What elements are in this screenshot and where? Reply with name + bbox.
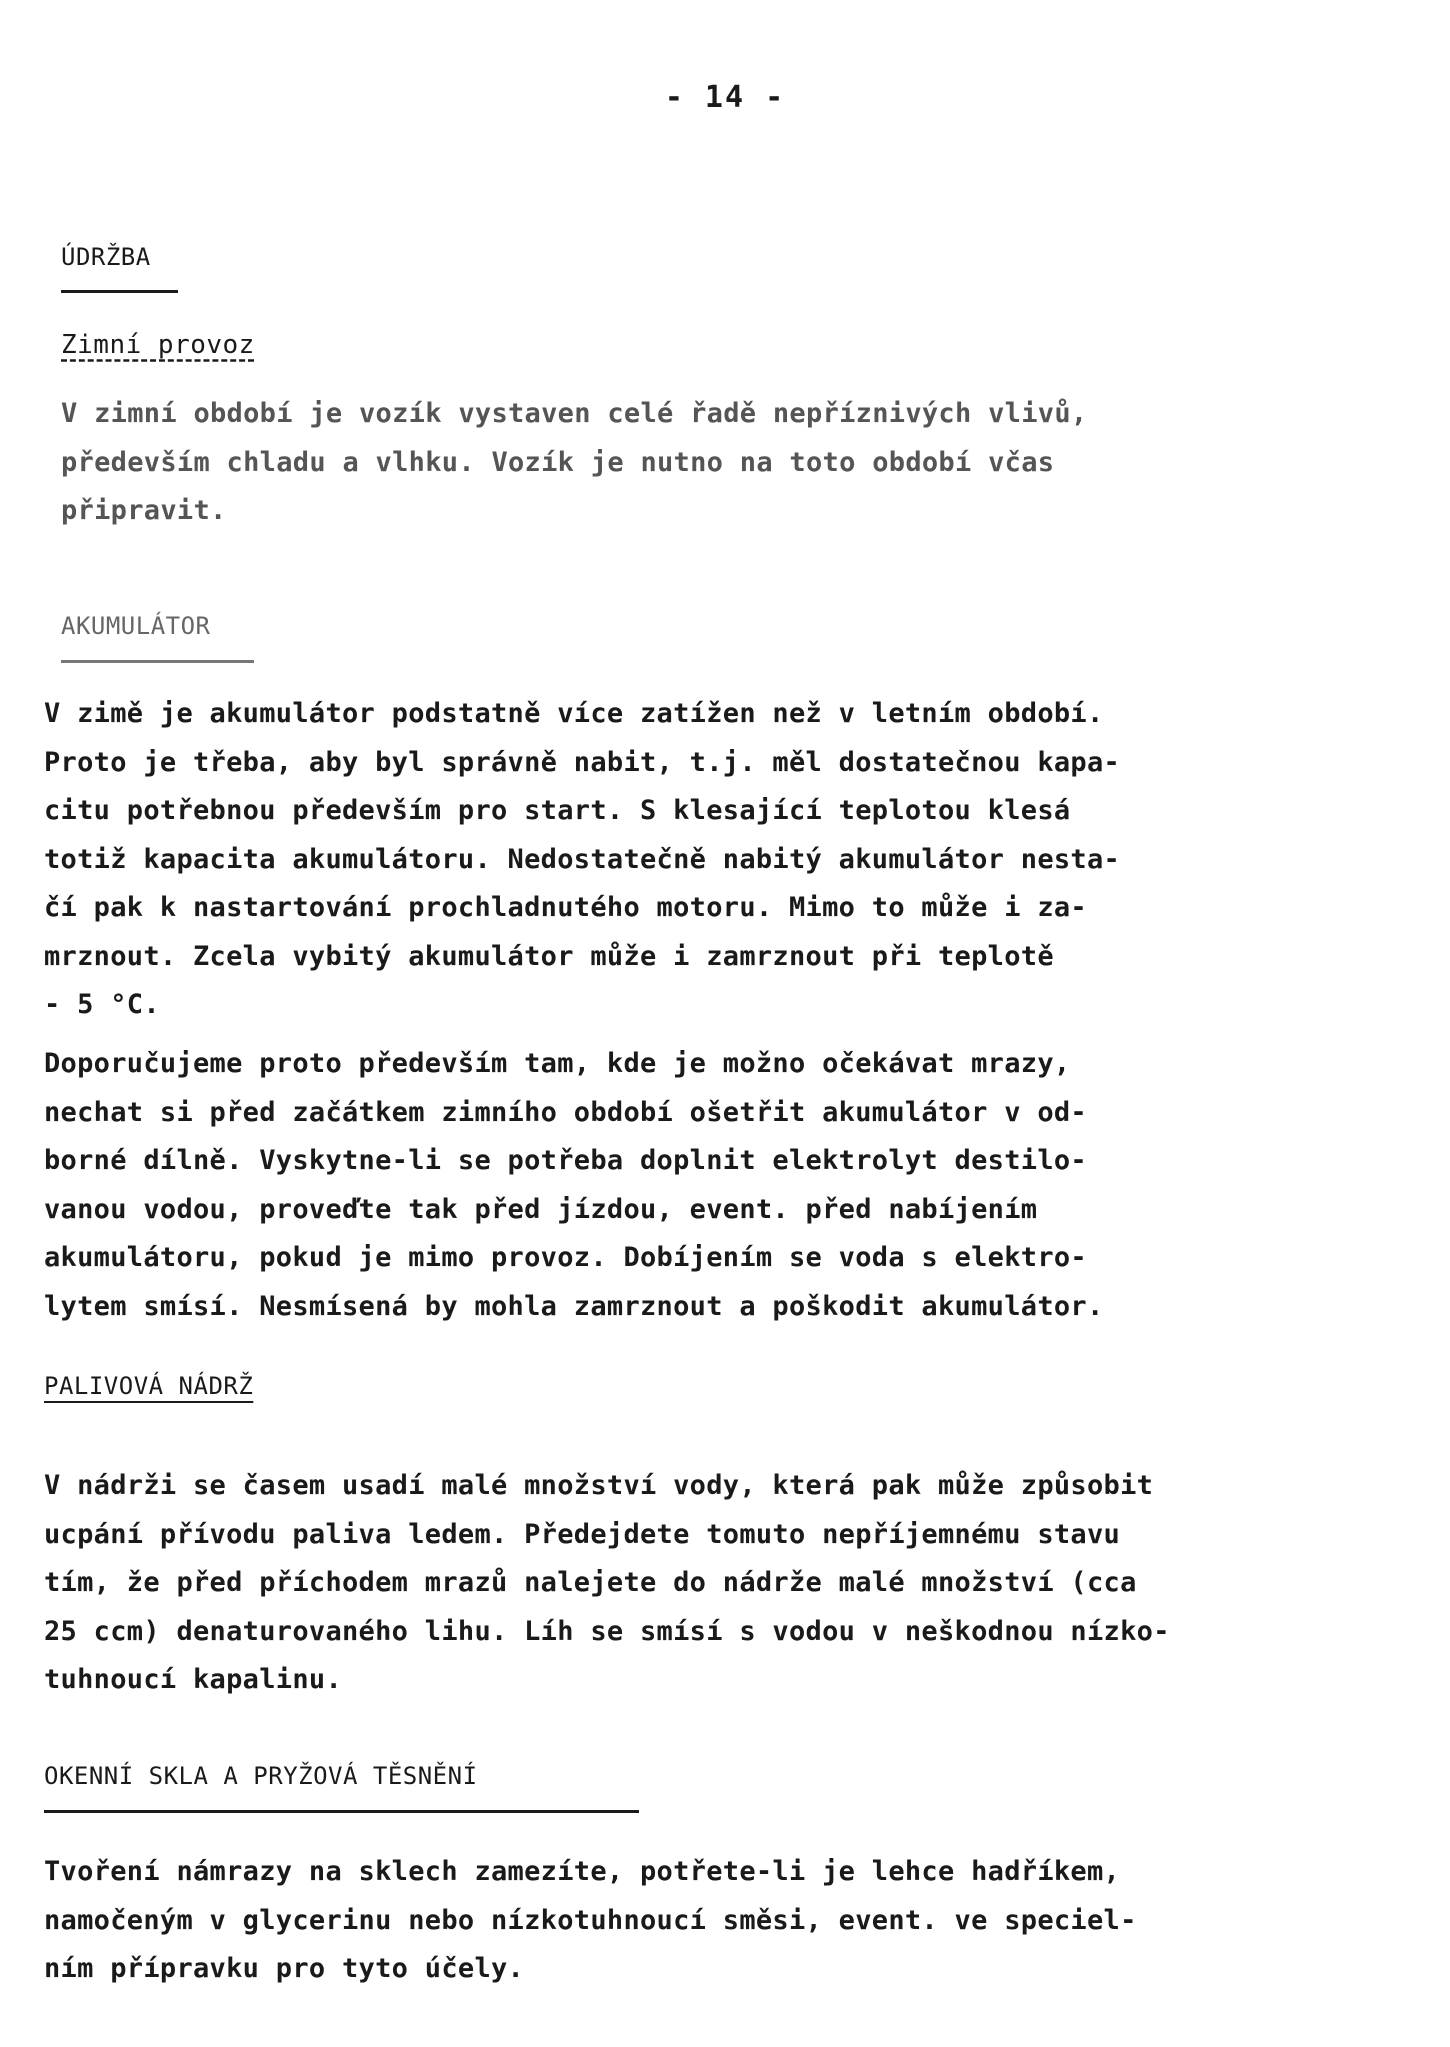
paragraph-akumulator-2 (44, 1040, 1104, 1331)
text-line: vanou vodou, proveďte tak před jízdou, event. před nabíjením (44, 1193, 1038, 1225)
paragraph-akumulator-1 (44, 690, 1120, 1030)
paragraph-palivova-nadrz (44, 1462, 1170, 1705)
paragraph-zimni-provoz (61, 390, 1087, 536)
text-line: lytem smísí. Nesmísená by mohla zamrznout a poškodit akumulátor. (44, 1290, 1104, 1322)
subsection-title-zimni-provoz: Zimní provoz (61, 330, 255, 360)
title-underline (61, 290, 178, 293)
paragraph-okenni-skla (44, 1848, 1137, 1994)
text-line: tuhnoucí kapalinu. (44, 1664, 342, 1695)
text-line: tím, že před příchodem mrazů nalejete do nádrže malé množství (cca (44, 1567, 1137, 1598)
text-line: namočeným v glycerinu nebo nízkotuhnoucí směsi, event. ve speciel- (44, 1904, 1137, 1936)
page-number: - 14 - (664, 80, 786, 115)
text-line: ním přípravku pro tyto účely. (44, 1953, 525, 1984)
text-line: především chladu a vlhku. Vozík je nutno na toto období včas (61, 446, 1055, 478)
text-line: akumulátoru, pokud je mimo provoz. Dobíjením se voda s elektro- (44, 1242, 1087, 1273)
text-line: totiž kapacita akumulátoru. Nedostatečně nabitý akumulátor nesta- (44, 843, 1121, 875)
section-title-akumulator: AKUMULÁTOR (61, 612, 211, 640)
text-line: čí pak k nastartování prochladnutého motoru. Mimo to může i za- (44, 892, 1087, 923)
section-title-udrzba: ÚDRŽBA (61, 243, 151, 271)
text-line: - 5 °C. (44, 989, 160, 1020)
text-line: V nádrži se časem usadí malé množství vody, která pak může způsobit (44, 1470, 1154, 1501)
text-line: mrznout. Zcela vybitý akumulátor může i zamrznout při teplotě (44, 940, 1054, 972)
text-line: 25 ccm) denaturovaného lihu. Líh se smísí s vodou v neškodnou nízko- (44, 1615, 1170, 1647)
section-title-okenni-skla: OKENNÍ SKLA A PRYŽOVÁ TĚSNĚNÍ (44, 1762, 478, 1790)
section-title-palivova-nadrz: PALIVOVÁ NÁDRŽ (44, 1372, 254, 1400)
title-underline (44, 1810, 639, 1813)
text-line: nechat si před začátkem zimního období ošetřit akumulátor v od- (44, 1096, 1087, 1128)
text-line: připravit. (61, 495, 227, 526)
text-line: Proto je třeba, aby byl správně nabit, t.j. měl dostatečnou kapa- (44, 746, 1121, 778)
text-line: V zimě je akumulátor podstatně více zatížen než v letním období. (44, 698, 1104, 729)
text-line: ucpání přívodu paliva ledem. Předejdete tomuto nepříjemnému stavu (44, 1518, 1121, 1550)
text-line: Tvoření námrazy na sklech zamezíte, potřete-li je lehce hadříkem, (44, 1856, 1121, 1887)
text-line: borné dílně. Vyskytne-li se potřeba doplnit elektrolyt destilo- (44, 1145, 1087, 1176)
text-line: citu potřebnou především pro start. S klesající teplotou klesá (44, 795, 1071, 826)
title-underline (61, 660, 254, 663)
text-line: V zimní období je vozík vystaven celé řadě nepříznivých vlivů, (61, 398, 1088, 429)
text-line: Doporučujeme proto především tam, kde je možno očekávat mrazy, (44, 1048, 1071, 1079)
